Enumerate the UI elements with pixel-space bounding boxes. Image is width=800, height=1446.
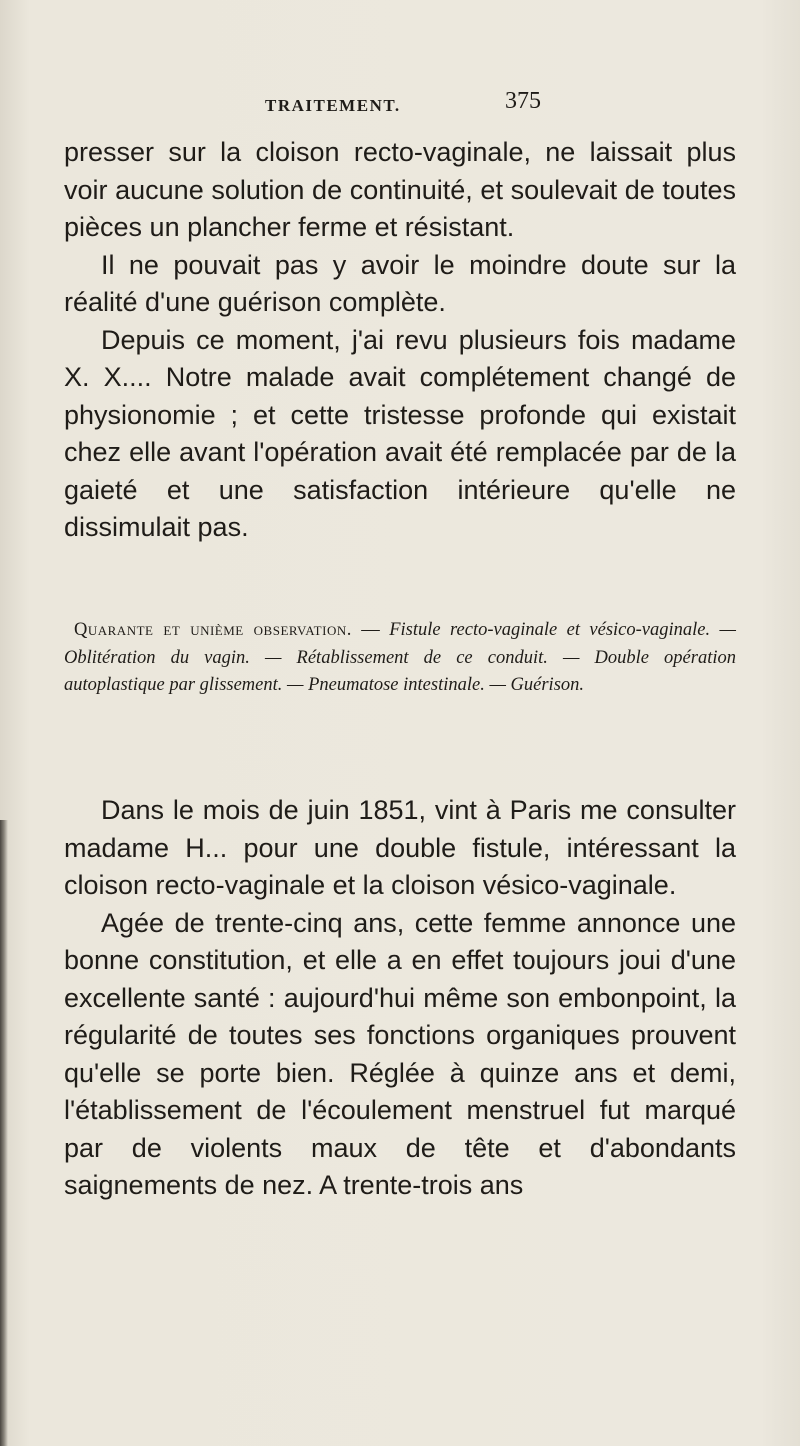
text-block-bottom [64,792,736,1205]
observation-separator: — [351,620,390,640]
observation-heading-block [64,617,736,700]
paragraph: Depuis ce moment, j'ai revu plusieurs fois madame X. X.... Notre malade avait complétement changé de physionomie ; et cette tristesse profonde qui existait chez elle avant l'opération avait été remplacée par de la gaieté et une satisfaction intérieure qu'elle ne dissimulait pas. [64,324,736,542]
page-binding-edge [0,820,8,1446]
observation-title: Fistule recto-vaginale et vésico-vaginale. — Oblitération du vagin. — Rétablissement de ce conduit. — Double opération autoplastique par glissement. — Pneumatose intestinale. — Guérison. [64,620,736,695]
running-head: TRAITEMENT. [265,96,401,115]
paragraph: presser sur la cloison recto-vaginale, ne laissait plus voir aucune solution de continuité, et soulevait de toutes pièces un plancher ferme et résistant. [64,137,736,242]
page-number: 375 [505,88,541,114]
text-block-top [64,134,736,547]
paragraph: Il ne pouvait pas y avoir le moindre doute sur la réalité d'une guérison complète. [64,249,736,317]
paragraph: Agée de trente-cinq ans, cette femme annonce une bonne constitution, et elle a en effet toujours joui d'une excellente santé : aujourd'hui même son embonpoint, la régularité de toutes ses fonctions organiques prouvent qu'elle se porte bien. Réglée à quinze ans et demi, l'établissement de l'écoulement menstruel fut marqué par de violents maux de tête et d'abondants saignements de nez. A trente-trois ans [64,907,736,1200]
page-header [0,82,800,122]
paragraph: Dans le mois de juin 1851, vint à Paris me consulter madame H... pour une double fistule, intéressant la cloison recto-vaginale et la cloison vésico-vaginale. [64,795,736,900]
observation-heading: Quarante et unième observation. [74,620,352,640]
